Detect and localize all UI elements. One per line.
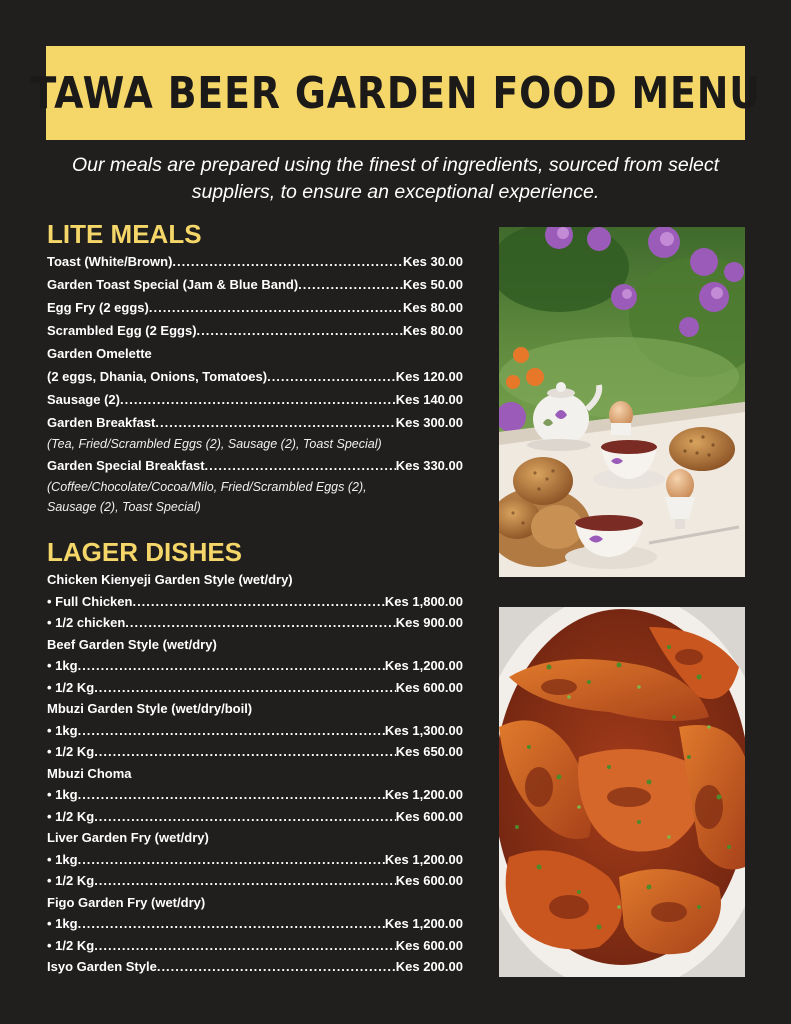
item-description: (Coffee/Chocolate/Cocoa/Milo, Fried/Scrambled Eggs (2),: [47, 479, 367, 494]
item-name: Scrambled Egg (2 Eggs): [47, 323, 197, 338]
leader-dots: [78, 784, 385, 806]
menu-item: [47, 274, 463, 296]
lite-meals-list: [47, 251, 463, 518]
option-label: • 1/2 Kg: [47, 679, 95, 695]
option-price: Kes 1,300.00: [384, 722, 463, 738]
leader-dots: [78, 720, 385, 742]
item-name: Egg Fry (2 eggs): [47, 300, 149, 315]
section-title-lite-meals: LITE MEALS: [47, 219, 202, 249]
dish-heading: Chicken Kienyeji Garden Style (wet/dry): [47, 572, 293, 587]
item-name: Garden Toast Special (Jam & Blue Band): [47, 277, 299, 292]
option-price: Kes 1,800.00: [384, 593, 463, 609]
leader-dots: [132, 591, 384, 613]
leader-dots: [78, 849, 385, 871]
menu-item: [47, 366, 463, 388]
title-banner: [30, 46, 761, 140]
lager-dishes-list: [47, 569, 463, 978]
leader-dots: [120, 389, 396, 411]
item-name: (2 eggs, Dhania, Onions, Tomatoes): [47, 369, 268, 384]
item-name: Isyo Garden Style: [47, 959, 157, 974]
item-price: Kes 80.00: [403, 300, 463, 315]
section-title-lager-dishes: LAGER DISHES: [47, 537, 243, 567]
dish-option: [47, 720, 463, 742]
option-label: • 1kg: [47, 658, 78, 673]
menu-title: TAWA BEER GARDEN FOOD MENU: [30, 67, 761, 119]
option-label: • 1/2 Kg: [47, 937, 95, 953]
option-label: • 1/2 chicken: [47, 615, 126, 630]
leader-dots: [78, 913, 385, 935]
option-price: Kes 650.00: [395, 744, 463, 759]
menu-item: [47, 297, 463, 319]
dish-heading: Liver Garden Fry (wet/dry): [47, 830, 209, 845]
dish-heading: Beef Garden Style (wet/dry): [47, 636, 217, 652]
option-price: Kes 1,200.00: [384, 851, 463, 867]
menu-item: [47, 412, 463, 434]
leader-dots: [125, 612, 396, 634]
dish-heading: Mbuzi Garden Style (wet/dry/boil): [47, 701, 253, 716]
menu-item: [47, 455, 463, 477]
item-description: (Tea, Fried/Scrambled Eggs (2), Sausage (2), Toast Special): [47, 436, 382, 451]
dish-option: [47, 913, 463, 935]
option-price: Kes 1,200.00: [384, 916, 463, 931]
option-price: Kes 900.00: [395, 615, 463, 630]
menu-item: [47, 956, 463, 978]
leader-dots: [298, 274, 403, 296]
leader-dots: [197, 320, 403, 342]
leader-dots: [267, 366, 396, 388]
dish-option: [47, 655, 463, 677]
menu-item-heading: Garden Omelette: [47, 346, 152, 361]
chicken-dish-photo: [499, 607, 745, 977]
option-label: • 1kg: [47, 722, 78, 738]
dish-option: [47, 849, 463, 871]
item-name: Garden Special Breakfast: [47, 458, 205, 473]
leader-dots: [94, 806, 396, 828]
menu-item: [47, 320, 463, 342]
leader-dots: [172, 251, 403, 273]
item-name: Garden Breakfast: [47, 415, 156, 430]
dish-option: [47, 591, 463, 613]
dish-option: [47, 677, 463, 699]
option-label: • 1kg: [47, 787, 78, 802]
item-price: Kes 200.00: [395, 959, 463, 974]
menu-item: [47, 251, 463, 273]
option-price: Kes 1,200.00: [384, 658, 463, 673]
leader-dots: [205, 455, 396, 477]
option-label: • 1/2 Kg: [47, 744, 95, 759]
item-price: Kes 330.00: [395, 458, 463, 473]
option-label: • 1kg: [47, 851, 78, 867]
item-price: Kes 50.00: [403, 277, 463, 292]
item-price: Kes 300.00: [395, 415, 463, 430]
leader-dots: [94, 870, 396, 892]
option-label: • 1/2 Kg: [47, 808, 95, 824]
item-name: Sausage (2): [47, 392, 120, 407]
option-price: Kes 600.00: [395, 873, 463, 888]
dish-option: [47, 784, 463, 806]
leader-dots: [78, 655, 385, 677]
option-label: • Full Chicken: [47, 593, 133, 609]
dish-option: [47, 741, 463, 763]
option-price: Kes 600.00: [395, 808, 463, 824]
leader-dots: [149, 297, 403, 319]
dish-option: [47, 806, 463, 828]
option-price: Kes 600.00: [395, 679, 463, 695]
dish-heading: Figo Garden Fry (wet/dry): [47, 894, 206, 910]
option-price: Kes 600.00: [395, 937, 463, 953]
leader-dots: [155, 412, 395, 434]
leader-dots: [94, 935, 396, 957]
item-description: Sausage (2), Toast Special): [47, 500, 201, 514]
item-price: Kes 120.00: [395, 369, 463, 384]
dish-option: [47, 612, 463, 634]
option-label: • 1kg: [47, 916, 78, 931]
dish-option: [47, 935, 463, 957]
leader-dots: [157, 956, 396, 978]
tagline: Our meals are prepared using the finest of ingredients, sourced from select suppliers, to ensure an exceptional experience.: [71, 154, 720, 203]
menu-item: [47, 389, 463, 411]
item-price: Kes 80.00: [403, 323, 463, 338]
option-label: • 1/2 Kg: [47, 873, 95, 888]
breakfast-photo: [499, 227, 745, 577]
leader-dots: [94, 741, 396, 763]
option-price: Kes 1,200.00: [384, 787, 463, 802]
item-price: Kes 140.00: [395, 392, 463, 407]
item-name: Toast (White/Brown): [47, 254, 173, 269]
dish-heading: Mbuzi Choma: [47, 765, 132, 781]
dish-option: [47, 870, 463, 892]
leader-dots: [94, 677, 396, 699]
item-price: Kes 30.00: [403, 254, 463, 269]
